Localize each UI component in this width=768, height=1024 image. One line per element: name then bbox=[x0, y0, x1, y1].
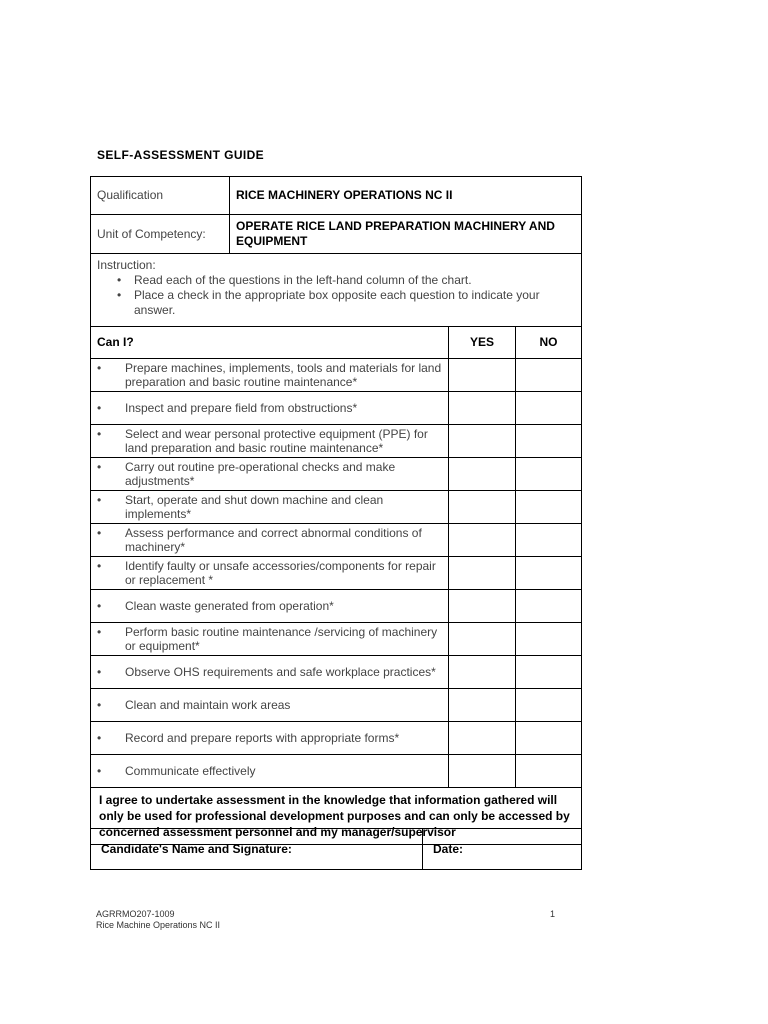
bullet-icon: • bbox=[97, 401, 102, 415]
question-cell bbox=[91, 359, 449, 392]
qualification-row bbox=[91, 177, 582, 215]
yes-checkbox-cell[interactable] bbox=[449, 722, 516, 755]
column-header-question: Can I? bbox=[91, 327, 449, 359]
question-text: Start, operate and shut down machine and clean implements* bbox=[125, 493, 384, 521]
unit-label: Unit of Competency: bbox=[91, 215, 230, 254]
question-rows bbox=[91, 359, 582, 788]
qualification-value: RICE MACHINERY OPERATIONS NC II bbox=[230, 177, 582, 215]
question-text: Identify faulty or unsafe accessories/components for repair or replacement * bbox=[125, 559, 436, 587]
question-text: Clean and maintain work areas bbox=[125, 698, 291, 712]
question-cell bbox=[91, 656, 449, 689]
yes-checkbox-cell[interactable] bbox=[449, 425, 516, 458]
bullet-icon: • bbox=[97, 599, 102, 613]
yes-checkbox-cell[interactable] bbox=[449, 491, 516, 524]
no-checkbox-cell[interactable] bbox=[516, 491, 582, 524]
footer bbox=[96, 909, 220, 931]
instruction-list bbox=[97, 273, 575, 318]
question-text: Prepare machines, implements, tools and materials for land preparation and basic routine maintenance* bbox=[125, 361, 442, 389]
yes-checkbox-cell[interactable] bbox=[449, 590, 516, 623]
yes-checkbox-cell[interactable] bbox=[449, 392, 516, 425]
question-row bbox=[91, 689, 582, 722]
question-cell bbox=[91, 491, 449, 524]
yes-checkbox-cell[interactable] bbox=[449, 623, 516, 656]
bullet-icon: • bbox=[117, 288, 122, 302]
instruction-text: Read each of the questions in the left-hand column of the chart. bbox=[134, 273, 472, 287]
yes-checkbox-cell[interactable] bbox=[449, 557, 516, 590]
instruction-item bbox=[117, 288, 575, 318]
bullet-icon: • bbox=[97, 526, 102, 540]
bullet-icon: • bbox=[97, 559, 102, 573]
bullet-icon: • bbox=[97, 665, 102, 679]
signature-row bbox=[91, 829, 582, 870]
unit-row bbox=[91, 215, 582, 254]
question-row bbox=[91, 359, 582, 392]
no-checkbox-cell[interactable] bbox=[516, 359, 582, 392]
bullet-icon: • bbox=[97, 764, 102, 778]
instruction-row bbox=[91, 254, 582, 327]
question-cell bbox=[91, 722, 449, 755]
bullet-icon: • bbox=[97, 625, 102, 639]
no-checkbox-cell[interactable] bbox=[516, 392, 582, 425]
signature-table bbox=[90, 828, 582, 870]
question-row bbox=[91, 524, 582, 557]
yes-checkbox-cell[interactable] bbox=[449, 359, 516, 392]
no-checkbox-cell[interactable] bbox=[516, 755, 582, 788]
question-row bbox=[91, 623, 582, 656]
question-text: Communicate effectively bbox=[125, 764, 256, 778]
yes-checkbox-cell[interactable] bbox=[449, 458, 516, 491]
no-checkbox-cell[interactable] bbox=[516, 590, 582, 623]
question-cell bbox=[91, 524, 449, 557]
question-text: Assess performance and correct abnormal conditions of machinery* bbox=[125, 526, 422, 554]
date-field[interactable]: Date: bbox=[423, 829, 582, 870]
yes-checkbox-cell[interactable] bbox=[449, 689, 516, 722]
yes-checkbox-cell[interactable] bbox=[449, 755, 516, 788]
question-text: Carry out routine pre-operational checks and make adjustments* bbox=[125, 460, 396, 488]
candidate-name-signature-field[interactable]: Candidate's Name and Signature: bbox=[91, 829, 423, 870]
page-title: SELF-ASSESSMENT GUIDE bbox=[97, 148, 265, 162]
agreement-text: I agree to undertake assessment in the knowledge that information gathered will only be used for professional development purposes and can only be accessed by concerned assessment personnel and my manager/supervisor bbox=[91, 788, 582, 845]
question-row bbox=[91, 590, 582, 623]
unit-value: OPERATE RICE LAND PREPARATION MACHINERY AND EQUIPMENT bbox=[230, 215, 582, 254]
question-row bbox=[91, 458, 582, 491]
no-checkbox-cell[interactable] bbox=[516, 524, 582, 557]
no-checkbox-cell[interactable] bbox=[516, 557, 582, 590]
bullet-icon: • bbox=[97, 698, 102, 712]
bullet-icon: • bbox=[97, 731, 102, 745]
question-row bbox=[91, 557, 582, 590]
question-text: Perform basic routine maintenance /servicing of machinery or equipment* bbox=[125, 625, 438, 653]
question-text: Clean waste generated from operation* bbox=[125, 599, 334, 613]
question-cell bbox=[91, 623, 449, 656]
instruction-text: Place a check in the appropriate box opposite each question to indicate your answer. bbox=[134, 288, 540, 317]
footer-code: AGRRMO207-1009 bbox=[96, 909, 175, 919]
question-text: Select and wear personal protective equipment (PPE) for land preparation and basic routine maintenance* bbox=[125, 427, 428, 455]
no-checkbox-cell[interactable] bbox=[516, 689, 582, 722]
no-checkbox-cell[interactable] bbox=[516, 425, 582, 458]
question-text: Observe OHS requirements and safe workplace practices* bbox=[125, 665, 436, 679]
question-cell bbox=[91, 557, 449, 590]
instruction-item bbox=[117, 273, 575, 288]
bullet-icon: • bbox=[97, 493, 102, 507]
question-cell bbox=[91, 458, 449, 491]
no-checkbox-cell[interactable] bbox=[516, 722, 582, 755]
question-row bbox=[91, 656, 582, 689]
question-row bbox=[91, 491, 582, 524]
question-cell bbox=[91, 590, 449, 623]
qualification-label: Qualification bbox=[91, 177, 230, 215]
question-row bbox=[91, 755, 582, 788]
question-text: Inspect and prepare field from obstructions* bbox=[125, 401, 358, 415]
no-checkbox-cell[interactable] bbox=[516, 623, 582, 656]
question-row bbox=[91, 425, 582, 458]
question-cell bbox=[91, 689, 449, 722]
yes-checkbox-cell[interactable] bbox=[449, 524, 516, 557]
page-number: 1 bbox=[550, 909, 556, 919]
instruction-cell bbox=[91, 254, 582, 327]
question-cell bbox=[91, 425, 449, 458]
no-checkbox-cell[interactable] bbox=[516, 458, 582, 491]
bullet-icon: • bbox=[117, 273, 122, 287]
bullet-icon: • bbox=[97, 460, 102, 474]
question-row bbox=[91, 722, 582, 755]
bullet-icon: • bbox=[97, 361, 102, 375]
question-text: Record and prepare reports with appropriate forms* bbox=[125, 731, 400, 745]
self-assessment-table bbox=[90, 176, 582, 845]
question-cell bbox=[91, 755, 449, 788]
yes-checkbox-cell[interactable] bbox=[449, 656, 516, 689]
bullet-icon: • bbox=[97, 427, 102, 441]
question-row bbox=[91, 392, 582, 425]
column-header-yes: YES bbox=[449, 327, 516, 359]
column-header-row bbox=[91, 327, 582, 359]
question-cell bbox=[91, 392, 449, 425]
footer-course: Rice Machine Operations NC II bbox=[96, 920, 221, 930]
no-checkbox-cell[interactable] bbox=[516, 656, 582, 689]
instruction-heading: Instruction: bbox=[97, 258, 156, 272]
column-header-no: NO bbox=[516, 327, 582, 359]
